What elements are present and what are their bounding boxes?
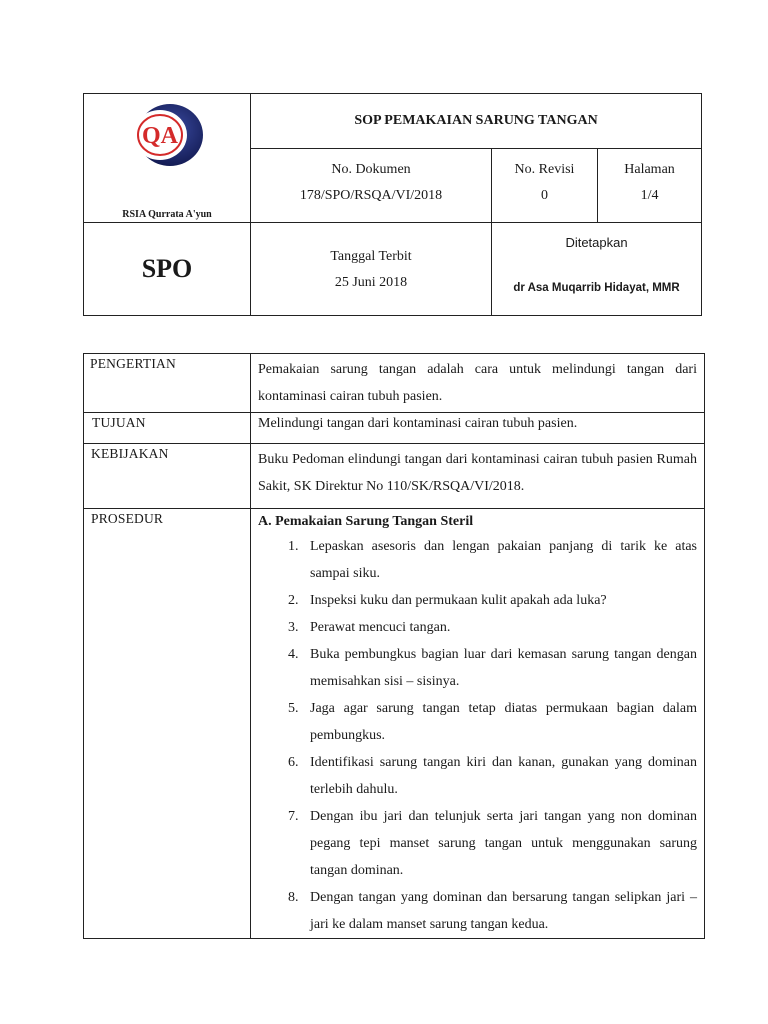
- pengertian-label: PENGERTIAN: [84, 354, 251, 413]
- list-item: 5. Jaga agar sarung tangan tetap diatas permukaan bagian dalam pembungkus.: [302, 695, 697, 749]
- approval-cell: [492, 223, 702, 316]
- list-item: 3. Perawat mencuci tangan.: [302, 614, 697, 641]
- prosedur-steps: [258, 533, 697, 938]
- page-label: Halaman: [624, 162, 675, 177]
- pengertian-text: Pemakaian sarung tangan adalah cara untuk melindungi tangan dari kontaminasi cairan tubuh pasien.: [251, 354, 705, 413]
- list-item: 8. Dengan tangan yang dominan dan bersarung tangan selipkan jari – jari ke dalam manset sarung tangan kedua.: [302, 884, 697, 938]
- row-tujuan: [84, 413, 705, 444]
- revision-cell: [492, 149, 598, 223]
- tujuan-text: Melindungi tangan dari kontaminasi cairan tubuh pasien.: [251, 413, 705, 444]
- tujuan-label: TUJUAN: [84, 413, 251, 444]
- list-item: 1. Lepaskan asesoris dan lengan pakaian panjang di tarik ke atas sampai siku.: [302, 533, 697, 587]
- logo-text: QA: [142, 123, 178, 149]
- row-prosedur: [84, 509, 705, 939]
- revision-label: No. Revisi: [514, 162, 575, 177]
- list-item: 4. Buka pembungkus bagian luar dari kemasan sarung tangan dengan memisahkan sisi – sisinya.: [302, 641, 697, 695]
- list-item: 6. Identifikasi sarung tangan kiri dan kanan, gunakan yang dominan terlebih dahulu.: [302, 749, 697, 803]
- doc-number-label: No. Dokumen: [331, 162, 411, 177]
- doc-number-cell: [251, 149, 492, 223]
- issue-date-value: 25 Juni 2018: [334, 275, 408, 290]
- doc-number-value: 178/SPO/RSQA/VI/2018: [299, 188, 443, 203]
- page-cell: [598, 149, 702, 223]
- list-item: 2. Inspeksi kuku dan permukaan kulit apakah ada luka?: [302, 587, 697, 614]
- kebijakan-text: Buku Pedoman elindungi tangan dari kontaminasi cairan tubuh pasien Rumah Sakit, SK Direktur No 110/SK/RSQA/VI/2018.: [251, 444, 705, 509]
- hospital-name: RSIA Qurrata A'yun: [122, 209, 212, 220]
- issue-date-label: Tanggal Terbit: [330, 249, 412, 264]
- approval-label: Ditetapkan: [565, 235, 628, 250]
- issue-date-cell: [251, 223, 492, 316]
- approver-name: dr Asa Muqarrib Hidayat, MMR: [513, 282, 680, 294]
- kebijakan-label: KEBIJAKAN: [84, 444, 251, 509]
- page-value: 1/4: [640, 188, 659, 203]
- document-title: SOP PEMAKAIAN SARUNG TANGAN: [251, 94, 702, 149]
- row-kebijakan: [84, 444, 705, 509]
- procedure-table: [83, 353, 705, 939]
- document-header: [83, 93, 702, 316]
- spo-label: SPO: [84, 223, 251, 316]
- prosedur-content: [251, 509, 705, 939]
- list-item: 7. Dengan ibu jari dan telunjuk serta jari tangan yang non dominan pegang tepi manset sarung tangan untuk menggunakan sarung tangan dominan.: [302, 803, 697, 884]
- prosedur-label: PROSEDUR: [84, 509, 251, 939]
- logo-cell: [84, 94, 251, 223]
- prosedur-subtitle: A. Pemakaian Sarung Tangan Steril: [258, 514, 474, 529]
- hospital-logo: [130, 102, 206, 168]
- row-pengertian: [84, 354, 705, 413]
- revision-value: 0: [541, 188, 548, 203]
